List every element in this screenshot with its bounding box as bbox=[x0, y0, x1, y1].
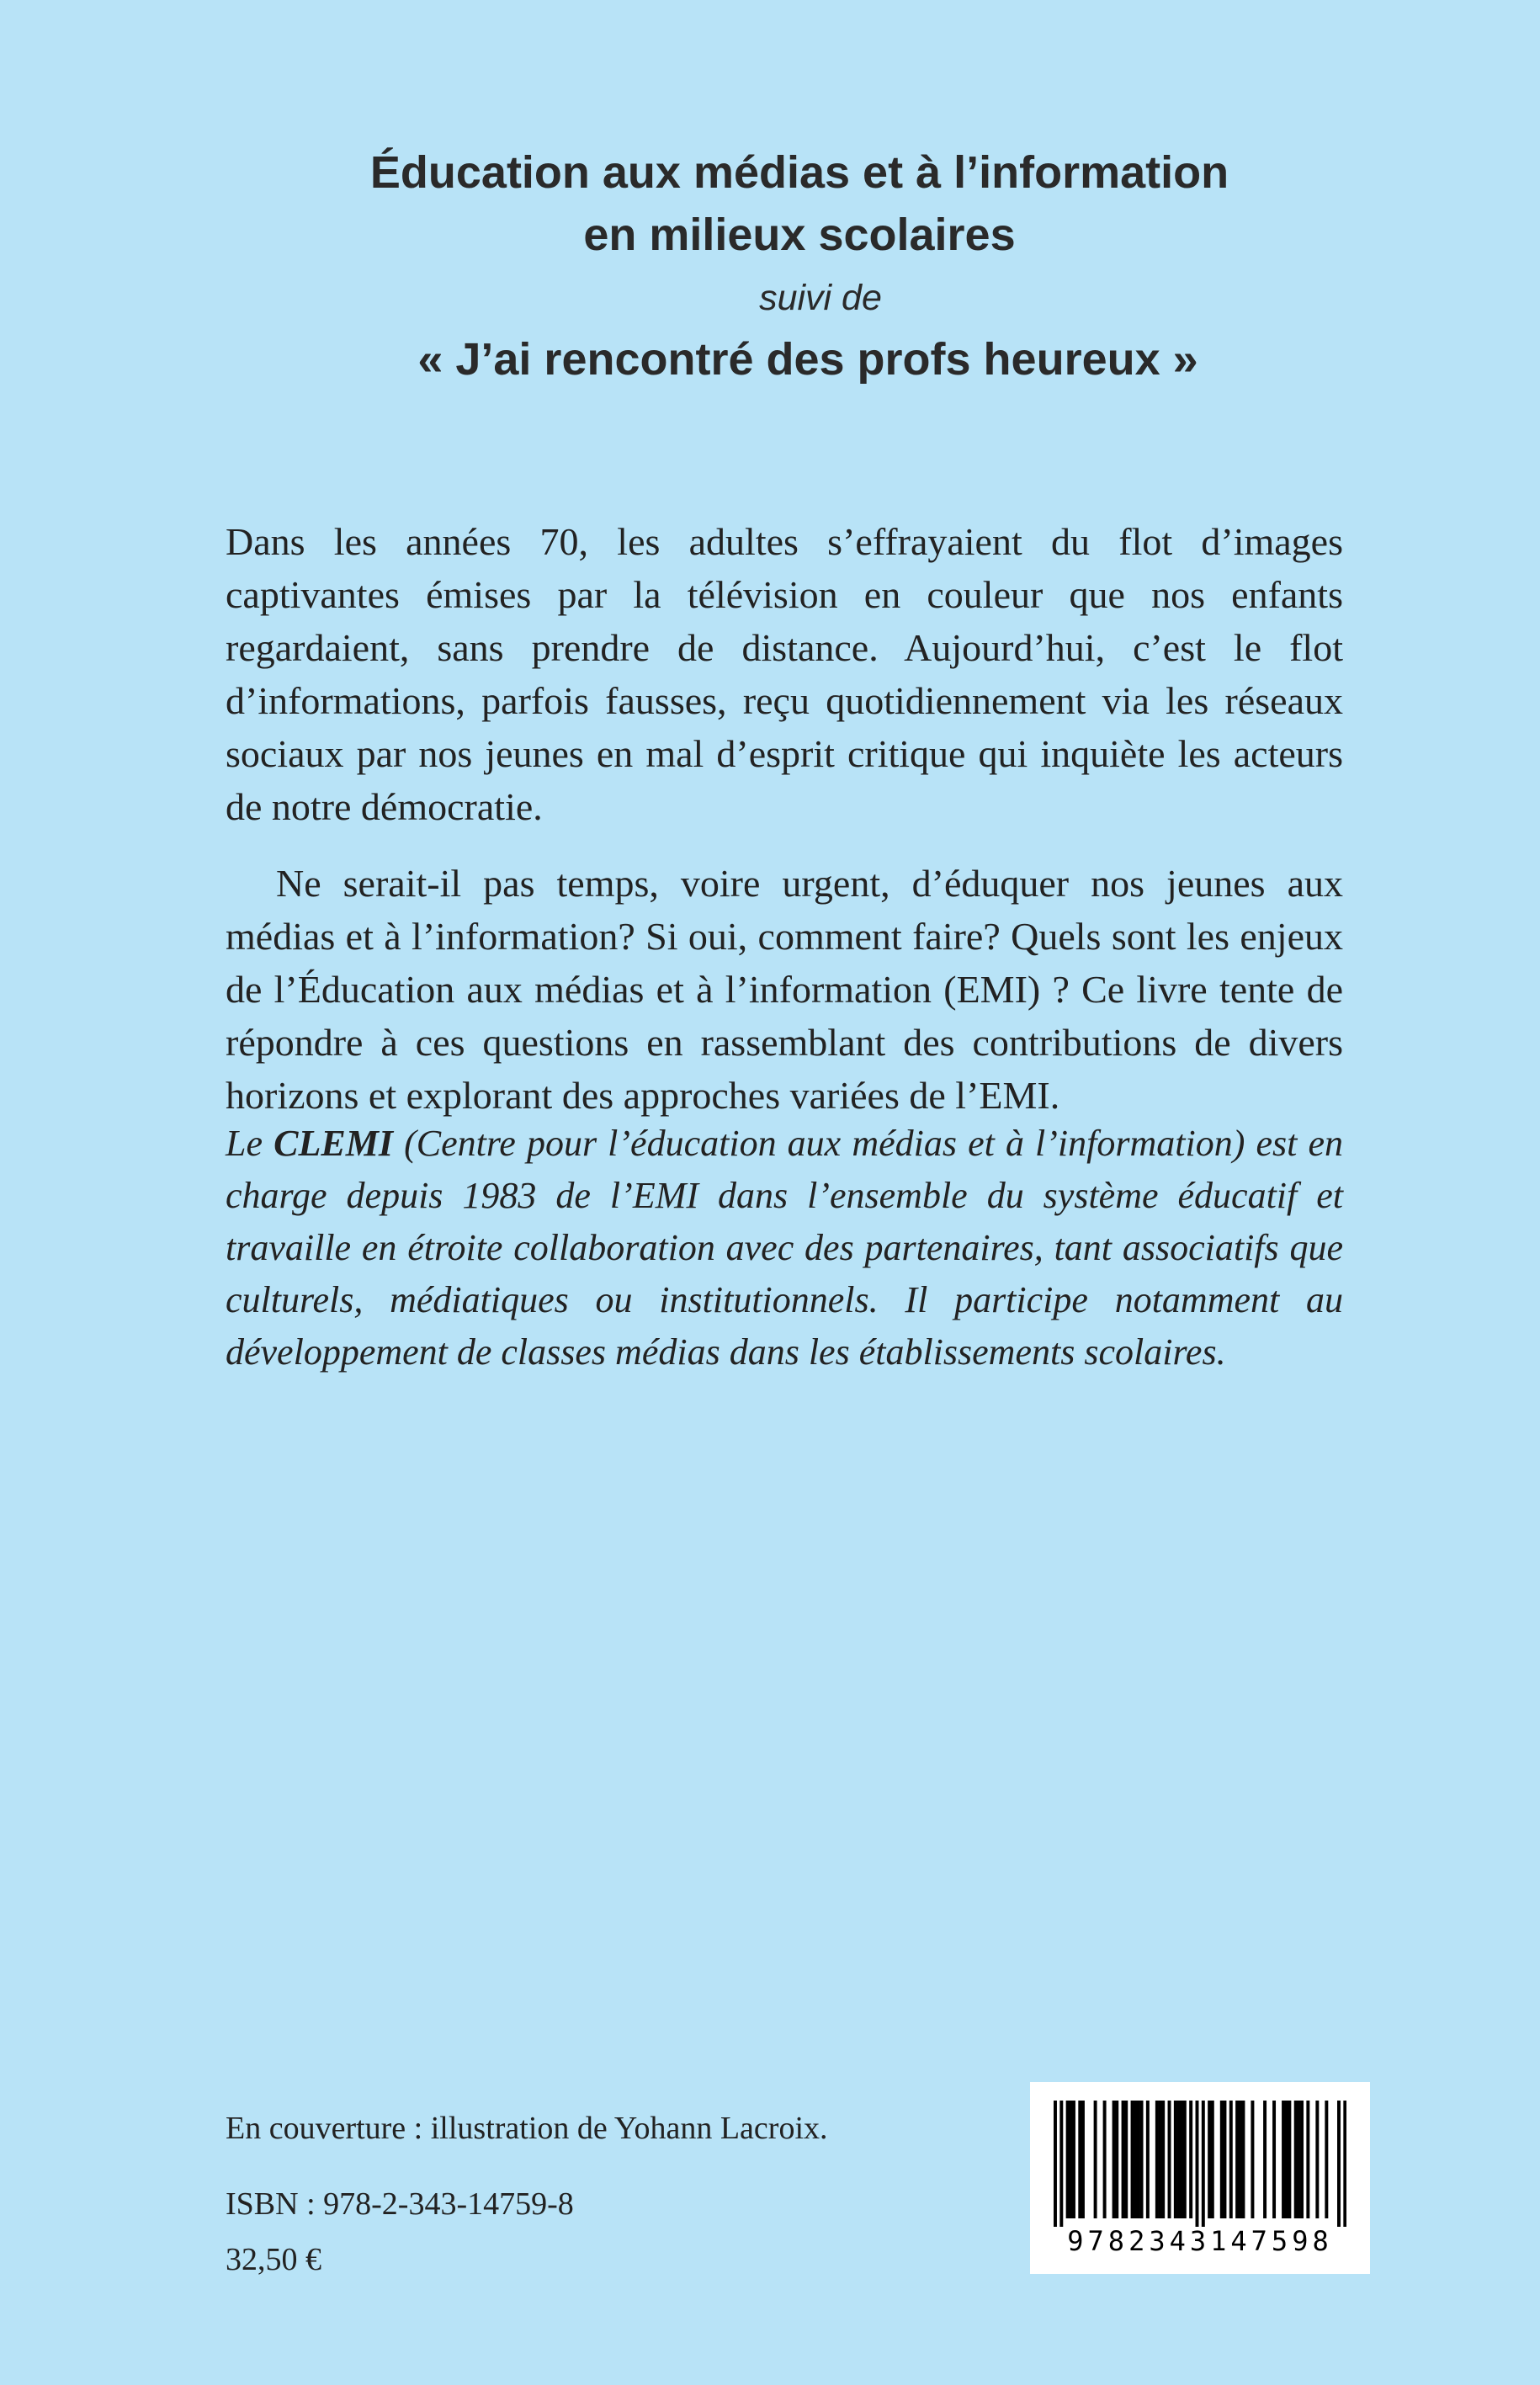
cover-credit: En couverture : illustration de Yohann Lacroix. bbox=[226, 2111, 828, 2146]
barcode-bar bbox=[1337, 2101, 1341, 2227]
barcode-bar bbox=[1196, 2101, 1199, 2227]
clemi-acronym: CLEMI bbox=[273, 1123, 393, 1164]
barcode-bar bbox=[1054, 2101, 1057, 2227]
barcode-bar bbox=[1306, 2101, 1309, 2218]
barcode-bar bbox=[1189, 2101, 1192, 2218]
barcode-bar bbox=[1282, 2101, 1285, 2218]
barcode-bar bbox=[1177, 2101, 1181, 2218]
barcode-bar bbox=[1211, 2101, 1214, 2218]
barcode-bar bbox=[1235, 2101, 1239, 2218]
barcode-bar bbox=[1124, 2101, 1128, 2218]
isbn: ISBN : 978-2-343-14759-8 bbox=[226, 2186, 574, 2222]
summary-paragraph-1: Dans les années 70, les adultes s’effrayaient du flot d’images captivantes émises par la télévision en couleur que nos enfants regardaient, sans prendre de distance. Aujourd’hui, c’est le flot d’informations, parfois fausses, reçu quotidiennement via les réseaux sociaux par nos jeunes en mal d’esprit critique qui inquiète les acteurs de notre démocratie. bbox=[226, 520, 1343, 828]
barcode-bar bbox=[1140, 2101, 1144, 2218]
barcode-bar bbox=[1072, 2101, 1075, 2218]
barcode-bar bbox=[1300, 2101, 1304, 2218]
clemi-text: (Centre pour l’éducation aux médias et à l’information) est en charge depuis 1983 de l’EMI dans l’ensemble du système éducatif et travaille en étroite collaboration avec des partenaires, tant associatifs que culturels, médiatiques ou institutionnels. Il participe notamment au développement de classes médias dans les établissements scolaires. bbox=[226, 1123, 1344, 1373]
price: 32,50 € bbox=[226, 2242, 321, 2277]
summary-paragraph-2: Ne serait-il pas temps, voire urgent, d’éduquer nos jeunes aux médias et à l’information? Si oui, comment faire? Quels sont les enjeux de l’Éducation aux médias et à l’information (EMI) ? Ce livre tente de répondre à ces questions en rassemblant des contributions de divers horizons et explorant des approches variées de l’EMI. bbox=[226, 862, 1343, 1117]
barcode-bar bbox=[1161, 2101, 1165, 2218]
barcode-bar bbox=[1285, 2101, 1288, 2218]
barcode-bar bbox=[1294, 2101, 1298, 2218]
barcode-bar bbox=[1180, 2101, 1183, 2218]
barcode-bar bbox=[1272, 2101, 1276, 2218]
barcode-bar bbox=[1208, 2101, 1211, 2218]
barcode-bar bbox=[1229, 2101, 1233, 2218]
barcode-bar bbox=[1220, 2101, 1224, 2218]
barcode-bar bbox=[1094, 2101, 1097, 2218]
barcode-bar bbox=[1131, 2101, 1134, 2218]
barcode-digits: 9782343147598 bbox=[1067, 2225, 1333, 2257]
barcode-bar bbox=[1103, 2101, 1107, 2218]
barcode-bar bbox=[1113, 2101, 1116, 2218]
book-title-line-2: en milieux scolaires bbox=[583, 210, 1016, 260]
barcode bbox=[1030, 2082, 1370, 2274]
barcode-bar bbox=[1174, 2101, 1177, 2218]
barcode-bar bbox=[1134, 2101, 1137, 2218]
barcode-bar bbox=[1137, 2101, 1140, 2218]
barcode-bar bbox=[1122, 2101, 1125, 2218]
barcode-bar bbox=[1263, 2101, 1267, 2218]
barcode-bar bbox=[1239, 2101, 1242, 2218]
barcode-bar bbox=[1066, 2101, 1070, 2218]
barcode-bar bbox=[1081, 2101, 1085, 2218]
barcode-bar bbox=[1115, 2101, 1118, 2218]
barcode-bar bbox=[1315, 2101, 1319, 2218]
summary-text bbox=[226, 515, 1343, 1122]
barcode-bar bbox=[1251, 2101, 1254, 2218]
barcode-bar bbox=[1159, 2101, 1162, 2218]
barcode-bar bbox=[1241, 2101, 1245, 2218]
barcode-bar bbox=[1069, 2101, 1072, 2218]
barcode-bar bbox=[1155, 2101, 1159, 2218]
barcode-bar bbox=[1059, 2101, 1063, 2227]
barcode-bar bbox=[1078, 2101, 1081, 2218]
barcode-bar bbox=[1343, 2101, 1346, 2227]
barcode-bar bbox=[1168, 2101, 1171, 2218]
second-title: « J’ai rencontré des profs heureux » bbox=[417, 334, 1198, 385]
clemi-description bbox=[226, 1118, 1343, 1378]
book-title-line-1: Éducation aux médias et à l’information bbox=[369, 147, 1229, 198]
barcode-bar bbox=[1183, 2101, 1187, 2218]
subtitle-connector: suivi de bbox=[759, 278, 882, 318]
clemi-prefix: Le bbox=[226, 1123, 274, 1164]
barcode-bar bbox=[1297, 2101, 1300, 2218]
barcode-bar bbox=[1288, 2101, 1291, 2218]
barcode-bars bbox=[1054, 2101, 1346, 2227]
barcode-bar bbox=[1223, 2101, 1226, 2218]
title-block bbox=[0, 141, 1540, 389]
barcode-bar bbox=[1146, 2101, 1150, 2218]
barcode-bar bbox=[1202, 2101, 1205, 2227]
barcode-bar bbox=[1325, 2101, 1328, 2218]
